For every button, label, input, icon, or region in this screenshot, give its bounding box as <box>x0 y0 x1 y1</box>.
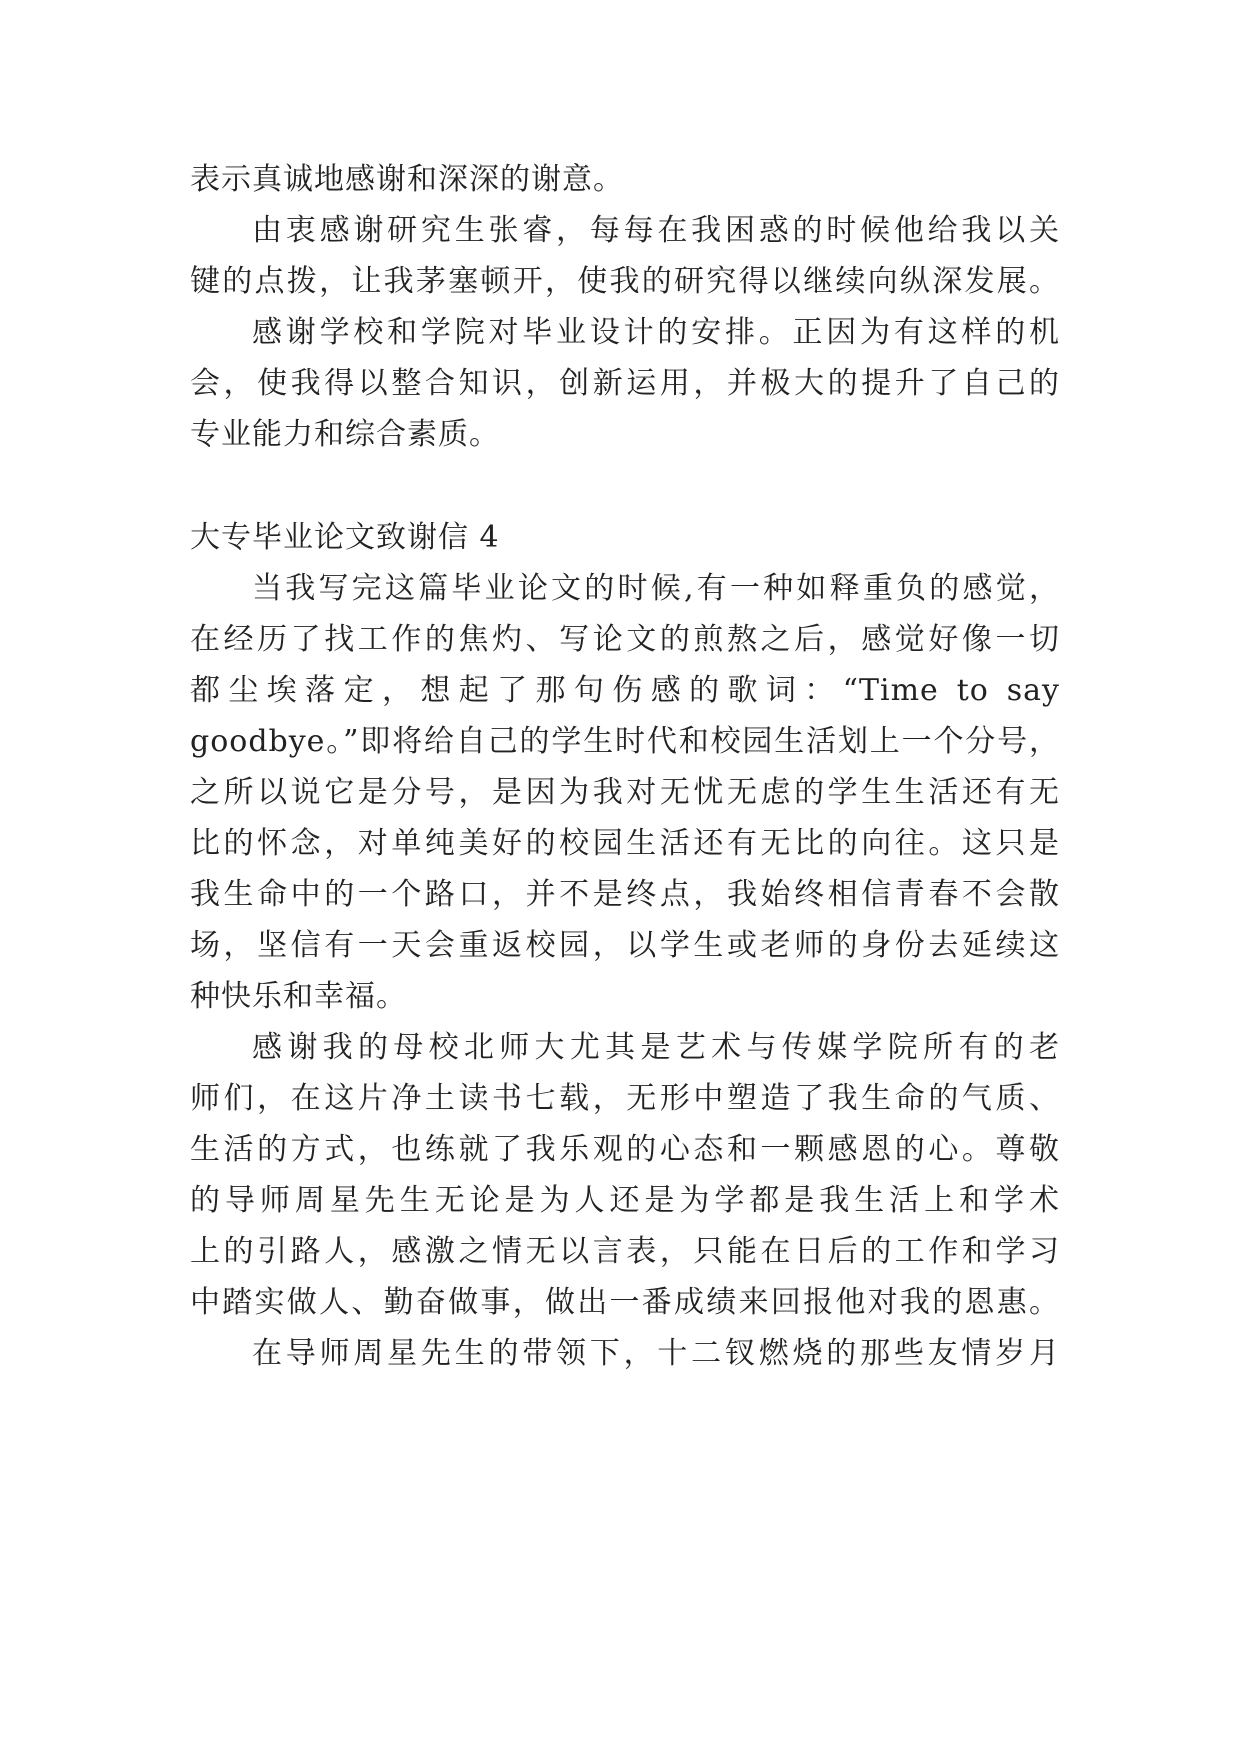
paragraph-line: 由衷感谢研究生张睿，每每在我困惑的时候他给我以关 <box>252 213 1060 248</box>
paragraph-line: 师们，在这片净土读书七载，无形中塑造了我生命的气质、 <box>190 1081 1060 1116</box>
section-title: 大专毕业论文致谢信 4 <box>190 520 500 555</box>
paragraph-line: 场，坚信有一天会重返校园，以学生或老师的身份去延续这 <box>190 928 1060 963</box>
paragraph-line: 键的点拨，让我茅塞顿开，使我的研究得以继续向纵深发展。 <box>190 264 1060 299</box>
paragraph-line: 之所以说它是分号，是因为我对无忧无虑的学生生活还有无 <box>190 775 1060 810</box>
paragraph-line: 专业能力和综合素质。 <box>190 417 500 452</box>
paragraph-line: 种快乐和幸福。 <box>190 979 407 1014</box>
paragraph-line: 会，使我得以整合知识，创新运用，并极大的提升了自己的 <box>190 366 1060 401</box>
paragraph-line: 当我写完这篇毕业论文的时候,有一种如释重负的感觉， <box>252 571 1060 606</box>
paragraph-line: 的导师周星先生无论是为人还是为学都是我生活上和学术 <box>190 1183 1060 1218</box>
paragraph-line: 我生命中的一个路口，并不是终点，我始终相信青春不会散 <box>190 877 1060 912</box>
paragraph-line: 上的引路人，感激之情无以言表，只能在日后的工作和学习 <box>190 1234 1060 1269</box>
paragraph-line: 在经历了找工作的焦灼、写论文的煎熬之后，感觉好像一切 <box>190 622 1060 657</box>
paragraph-line: 比的怀念，对单纯美好的校园生活还有无比的向往。这只是 <box>190 826 1060 861</box>
paragraph-line: 在导师周星先生的带领下，十二钗燃烧的那些友情岁月 <box>252 1336 1060 1371</box>
paragraph-line: 生活的方式，也练就了我乐观的心态和一颗感恩的心。尊敬 <box>190 1132 1060 1167</box>
paragraph-line: 都尘埃落定，想起了那句伤感的歌词：“Time to say <box>190 673 1060 708</box>
paragraph-line: 中踏实做人、勤奋做事，做出一番成绩来回报他对我的恩惠。 <box>190 1285 1060 1320</box>
paragraph-line: 感谢我的母校北师大尤其是艺术与传媒学院所有的老 <box>252 1030 1060 1065</box>
paragraph-line: goodbye。”即将给自己的学生时代和校园生活划上一个分号， <box>190 724 1060 759</box>
paragraph-line: 表示真诚地感谢和深深的谢意。 <box>190 162 624 197</box>
paragraph-line: 感谢学校和学院对毕业设计的安排。正因为有这样的机 <box>252 315 1060 350</box>
